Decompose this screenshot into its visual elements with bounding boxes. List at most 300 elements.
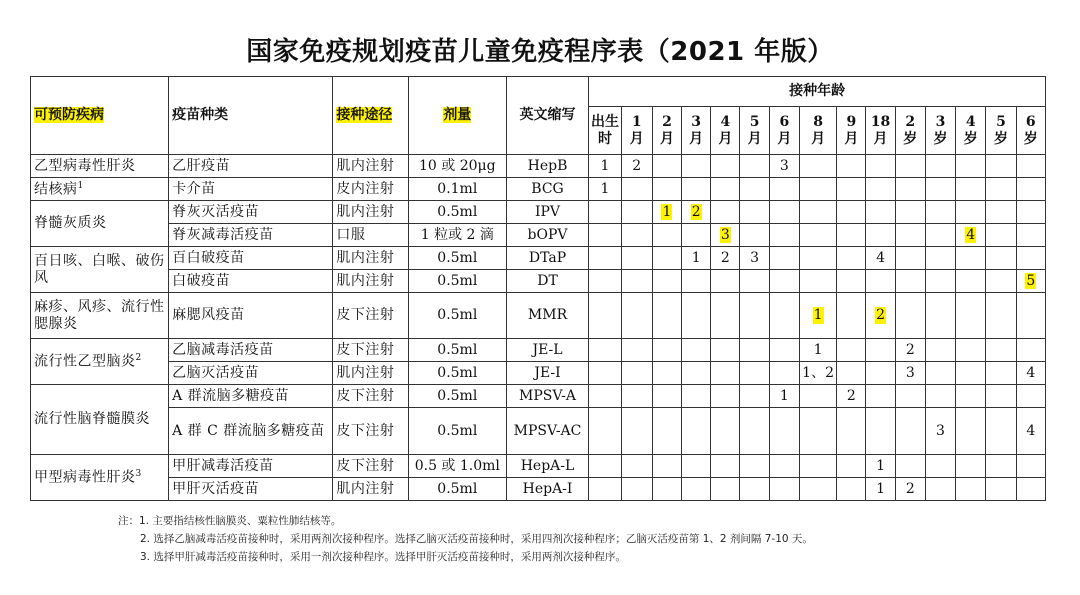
dose-schedule-cell [711,362,740,385]
route-cell: 皮内注射 [333,178,409,201]
dose-cell: 1 粒或 2 滴 [408,224,506,247]
dose-schedule-cell [956,247,986,270]
dose-schedule-cell [621,362,652,385]
dose-schedule-cell [769,270,799,293]
dose-number: 4 [1026,422,1036,439]
dose-schedule-cell [986,385,1016,408]
route-cell: 皮下注射 [333,408,409,455]
dose-schedule-cell [799,455,836,478]
dose-schedule-cell [711,455,740,478]
dose-schedule-cell [956,478,986,501]
age-unit: 月 [747,130,762,147]
disease-name: 百日咳、白喉、破伤风 [34,253,165,286]
dose-schedule-cell [986,224,1016,247]
dose-schedule-cell [711,408,740,455]
dose-schedule-cell [837,155,866,178]
dose-schedule-cell [711,224,740,247]
dose-schedule-cell [652,270,681,293]
dose-schedule-cell [1016,455,1045,478]
dose-schedule-cell [740,247,769,270]
dose-number: 2 [720,249,730,266]
dose-schedule-cell [589,224,621,247]
age-number: 18 [870,114,891,131]
dose-schedule-cell [682,247,711,270]
vaccine-name: 脊灰减毒活疫苗 [169,224,333,247]
abbr-cell: MMR [506,293,589,339]
dose-schedule-cell [682,270,711,293]
dose-schedule-cell [589,293,621,339]
dose-schedule-cell [621,339,652,362]
dose-schedule-cell [740,339,769,362]
dose-cell: 0.5ml [408,362,506,385]
age-number: 6 [779,114,790,131]
route-cell: 皮下注射 [333,293,409,339]
dose-schedule-cell [769,201,799,224]
dose-number: 4 [1026,364,1036,381]
dose-schedule-cell [956,455,986,478]
abbr-cell: BCG [506,178,589,201]
dose-number: 2 [905,480,915,497]
dose-schedule-cell [682,455,711,478]
dose-schedule-cell [769,178,799,201]
dose-schedule-cell [895,201,925,224]
dose-schedule-cell [866,339,895,362]
footnote-3: 3. 选择甲肝减毒活疫苗接种时，采用一剂次接种程序。选择甲肝灭活疫苗接种时，采用两剂次接种程序。 [140,551,626,563]
dose-schedule-cell [986,270,1016,293]
dose-schedule-cell [589,270,621,293]
dose-number: 4 [966,226,976,243]
dose-number: 1 [600,157,610,174]
header-age-0 [589,107,621,155]
dose-number: 2 [632,157,642,174]
dose-schedule-cell [740,270,769,293]
header-age-13 [986,107,1016,155]
dose-schedule-cell [956,178,986,201]
dose-schedule-cell [740,224,769,247]
vaccine-name: A 群 C 群流脑多糖疫苗 [169,408,333,455]
header-age-11 [925,107,955,155]
disease-cell [31,385,169,455]
dose-schedule-cell [1016,224,1045,247]
age-unit: 岁 [933,130,948,147]
dose-schedule-cell [799,478,836,501]
vaccine-name: 乙脑灭活疫苗 [169,362,333,385]
dose-schedule-cell [837,362,866,385]
dose-schedule-cell [769,408,799,455]
dose-schedule-cell [837,455,866,478]
dose-schedule-cell [711,293,740,339]
dose-schedule-cell [895,178,925,201]
table-row [31,362,1046,385]
dose-schedule-cell [799,270,836,293]
dose-schedule-cell [986,155,1016,178]
dose-schedule-cell [866,478,895,501]
dose-schedule-cell [769,478,799,501]
abbr-cell: HepA-L [506,455,589,478]
dose-schedule-cell [1016,155,1045,178]
dose-schedule-cell [711,385,740,408]
dose-schedule-cell [711,247,740,270]
age-unit: 岁 [1023,130,1038,147]
dose-cell: 0.1ml [408,178,506,201]
dose-schedule-cell [956,155,986,178]
dose-number: 3 [936,422,945,439]
dose-cell: 0.5ml [408,478,506,501]
route-cell: 皮下注射 [333,385,409,408]
disease-name: 流行性乙型脑炎 [34,353,136,370]
disease-cell [31,455,169,501]
age-unit: 岁 [993,130,1008,147]
dose-schedule-cell [1016,293,1045,339]
route-cell: 肌内注射 [333,478,409,501]
dose-schedule-cell [682,224,711,247]
disease-cell [31,155,169,178]
route-cell: 皮下注射 [333,455,409,478]
table-row [31,270,1046,293]
age-number: 8 [813,114,823,131]
header-abbr: 英文缩写 [506,77,589,155]
age-unit: 月 [659,130,674,147]
dose-schedule-cell [986,478,1016,501]
dose-schedule-cell [621,293,652,339]
dose-schedule-cell [895,478,925,501]
dose-schedule-cell [986,455,1016,478]
dose-schedule-cell [711,478,740,501]
dose-schedule-cell [589,178,621,201]
dose-schedule-cell [956,362,986,385]
disease-name: 麻疹、风疹、流行性腮腺炎 [34,299,165,332]
abbr-cell: DTaP [506,247,589,270]
dose-schedule-cell [925,201,955,224]
dose-schedule-cell [895,339,925,362]
dose-cell: 0.5ml [408,270,506,293]
dose-schedule-cell [682,408,711,455]
dose-schedule-cell [740,178,769,201]
table-row [31,247,1046,270]
dose-schedule-cell [589,155,621,178]
age-unit: 时 [597,130,612,147]
header-age-7 [799,107,836,155]
route-cell: 皮下注射 [333,339,409,362]
dose-schedule-cell [895,408,925,455]
dose-schedule-cell [925,408,955,455]
dose-schedule-cell [682,339,711,362]
dose-schedule-cell [866,155,895,178]
dose-schedule-cell [837,339,866,362]
dose-schedule-cell [740,362,769,385]
dose-schedule-cell [866,224,895,247]
dose-schedule-cell [956,339,986,362]
age-number: 6 [1025,114,1036,131]
vaccine-name: 甲肝灭活疫苗 [169,478,333,501]
dose-schedule-cell [956,385,986,408]
age-unit: 月 [718,130,733,147]
age-number: 5 [749,114,760,131]
dose-schedule-cell [1016,339,1045,362]
dose-schedule-cell [589,339,621,362]
dose-cell: 10 或 20μg [408,155,506,178]
disease-name: 结核病 [34,181,78,198]
table-row [31,385,1046,408]
dose-schedule-cell [589,478,621,501]
dose-schedule-cell [866,455,895,478]
footnote-marker: 3 [135,469,142,480]
header-age-10 [895,107,925,155]
abbr-cell: DT [506,270,589,293]
age-number: 1 [631,114,642,131]
dose-schedule-cell [986,339,1016,362]
dose-schedule-cell [925,293,955,339]
abbr-cell: bOPV [506,224,589,247]
table-row [31,339,1046,362]
dose-schedule-cell [621,247,652,270]
dose-schedule-cell [925,155,955,178]
dose-schedule-cell [1016,478,1045,501]
dose-schedule-cell [925,224,955,247]
dose-schedule-cell [621,478,652,501]
dose-schedule-cell [799,339,836,362]
dose-schedule-cell [895,455,925,478]
dose-schedule-cell [740,293,769,339]
dose-schedule-cell [740,385,769,408]
header-age-2 [652,107,681,155]
route-cell: 肌内注射 [333,155,409,178]
dose-schedule-cell [799,408,836,455]
disease-cell [31,293,169,339]
dose-cell: 0.5ml [408,293,506,339]
dose-schedule-cell [895,270,925,293]
vaccine-name: 乙肝疫苗 [169,155,333,178]
vaccine-name: A 群流脑多糖疫苗 [169,385,333,408]
disease-name: 甲型病毒性肝炎 [34,469,136,486]
dose-schedule-cell [1016,362,1045,385]
dose-number: 3 [750,249,760,266]
dose-cell: 0.5 或 1.0ml [408,455,506,478]
dose-number: 1 [876,457,885,474]
disease-cell [31,339,169,385]
vaccine-name: 白破疫苗 [169,270,333,293]
dose-schedule-cell [837,478,866,501]
route-cell: 肌内注射 [333,247,409,270]
age-number: 9 [846,114,857,131]
dose-number: 4 [876,249,885,266]
vaccine-name: 麻腮风疫苗 [169,293,333,339]
dose-schedule-cell [621,178,652,201]
dose-schedule-cell [589,362,621,385]
table-row [31,155,1046,178]
abbr-cell: JE-L [506,339,589,362]
dose-schedule-cell [866,385,895,408]
age-unit: 月 [629,130,644,147]
header-age-9 [866,107,895,155]
dose-schedule-cell [621,270,652,293]
header-age-1 [621,107,652,155]
abbr-cell: IPV [506,201,589,224]
disease-name: 流行性脑脊髓膜炎 [34,411,150,428]
dose-schedule-cell [799,293,836,339]
dose-number: 3 [720,226,730,243]
dose-schedule-cell [652,385,681,408]
dose-schedule-cell [837,201,866,224]
dose-schedule-cell [799,178,836,201]
page-title: 国家免疫规划疫苗儿童免疫程序表（2021 年版） [246,37,834,67]
dose-schedule-cell [589,247,621,270]
dose-number: 1 [876,480,885,497]
dose-schedule-cell [652,224,681,247]
dose-cell: 0.5ml [408,247,506,270]
dose-number: 1 [813,341,823,358]
dose-schedule-cell [956,408,986,455]
table-row [31,178,1046,201]
header-age-5 [740,107,769,155]
dose-number: 1 [662,203,672,220]
age-unit: 月 [873,130,888,147]
dose-schedule-cell [652,478,681,501]
dose-schedule-cell [1016,270,1045,293]
dose-schedule-cell [769,339,799,362]
dose-schedule-cell [866,178,895,201]
dose-schedule-cell [986,293,1016,339]
age-number: 4 [720,114,731,131]
dose-schedule-cell [837,224,866,247]
header-route: 接种途径 [333,77,409,155]
dose-schedule-cell [1016,178,1045,201]
age-number: 3 [935,114,946,131]
dose-schedule-cell [652,201,681,224]
dose-number: 2 [905,341,915,358]
route-cell: 肌内注射 [333,362,409,385]
age-number: 3 [691,114,702,131]
abbr-cell: HepA-I [506,478,589,501]
dose-schedule-cell [682,201,711,224]
dose-schedule-cell [1016,247,1045,270]
dose-schedule-cell [769,385,799,408]
header-age-12 [956,107,986,155]
disease-cell [31,201,169,247]
dose-schedule-cell [799,362,836,385]
dose-schedule-cell [1016,408,1045,455]
dose-schedule-cell [652,247,681,270]
age-unit: 岁 [963,130,978,147]
dose-schedule-cell [769,155,799,178]
dose-schedule-cell [621,455,652,478]
dose-number: 3 [779,157,789,174]
dose-schedule-cell [621,385,652,408]
age-unit: 月 [844,130,859,147]
dose-schedule-cell [925,455,955,478]
dose-schedule-cell [621,408,652,455]
dose-schedule-cell [740,408,769,455]
dose-schedule-cell [682,385,711,408]
table-row [31,455,1046,478]
dose-number: 1、2 [802,364,834,381]
dose-schedule-cell [652,455,681,478]
header-age-14 [1016,107,1045,155]
dose-number: 1 [600,180,610,197]
age-unit: 岁 [903,130,918,147]
vaccine-name: 甲肝减毒活疫苗 [169,455,333,478]
dose-schedule-cell [866,270,895,293]
dose-schedule-cell [769,247,799,270]
dose-schedule-cell [925,362,955,385]
dose-schedule-cell [621,155,652,178]
header-age-6 [769,107,799,155]
dose-schedule-cell [837,385,866,408]
dose-schedule-cell [895,155,925,178]
vaccine-name: 脊灰灭活疫苗 [169,201,333,224]
table-row [31,293,1046,339]
abbr-cell: MPSV-AC [506,408,589,455]
disease-cell [31,247,169,293]
dose-schedule-cell [986,408,1016,455]
footnotes [118,512,1058,566]
dose-schedule-cell [837,270,866,293]
dose-schedule-cell [866,362,895,385]
header-age-group: 接种年龄 [589,77,1046,107]
dose-schedule-cell [925,247,955,270]
dose-number: 1 [813,307,823,324]
table-row [31,201,1046,224]
footnote-1: 注：1. 主要指结核性脑膜炎、粟粒性肺结核等。 [118,515,342,527]
disease-name: 脊髓灰质炎 [34,215,107,232]
dose-schedule-cell [740,201,769,224]
vaccine-name: 百白破疫苗 [169,247,333,270]
table-row [31,478,1046,501]
dose-schedule-cell [986,201,1016,224]
dose-number: 1 [779,387,789,404]
dose-schedule-cell [986,178,1016,201]
route-cell: 口服 [333,224,409,247]
table-row [31,224,1046,247]
dose-schedule-cell [589,385,621,408]
footnote-marker: 2 [135,353,142,364]
dose-number: 2 [691,203,701,220]
dose-schedule-cell [956,201,986,224]
immunization-schedule-table [30,76,1046,501]
dose-schedule-cell [682,155,711,178]
dose-schedule-cell [769,293,799,339]
dose-schedule-cell [956,293,986,339]
dose-schedule-cell [799,201,836,224]
dose-schedule-cell [682,293,711,339]
age-number: 4 [965,114,976,131]
dose-schedule-cell [925,478,955,501]
disease-name: 乙型病毒性肝炎 [34,157,136,174]
dose-schedule-cell [769,362,799,385]
header-disease: 可预防疾病 [31,77,169,155]
header-age-4 [711,107,740,155]
dose-schedule-cell [837,408,866,455]
dose-schedule-cell [986,362,1016,385]
dose-schedule-cell [589,408,621,455]
dose-schedule-cell [652,408,681,455]
dose-schedule-cell [925,385,955,408]
age-unit: 月 [811,130,826,147]
dose-schedule-cell [925,178,955,201]
vaccine-name: 乙脑减毒活疫苗 [169,339,333,362]
footnote-2: 2. 选择乙脑减毒活疫苗接种时，采用两剂次接种程序。选择乙脑灭活疫苗接种时，采用四剂次接种程序；乙脑灭活疫苗第 1、2 剂间隔 7-10 天。 [140,533,813,545]
table-row [31,408,1046,455]
dose-schedule-cell [711,270,740,293]
abbr-cell: HepB [506,155,589,178]
dose-schedule-cell [837,178,866,201]
dose-schedule-cell [895,362,925,385]
dose-schedule-cell [682,478,711,501]
dose-schedule-cell [652,339,681,362]
age-number: 5 [996,114,1006,131]
vaccine-name: 卡介苗 [169,178,333,201]
dose-schedule-cell [895,247,925,270]
